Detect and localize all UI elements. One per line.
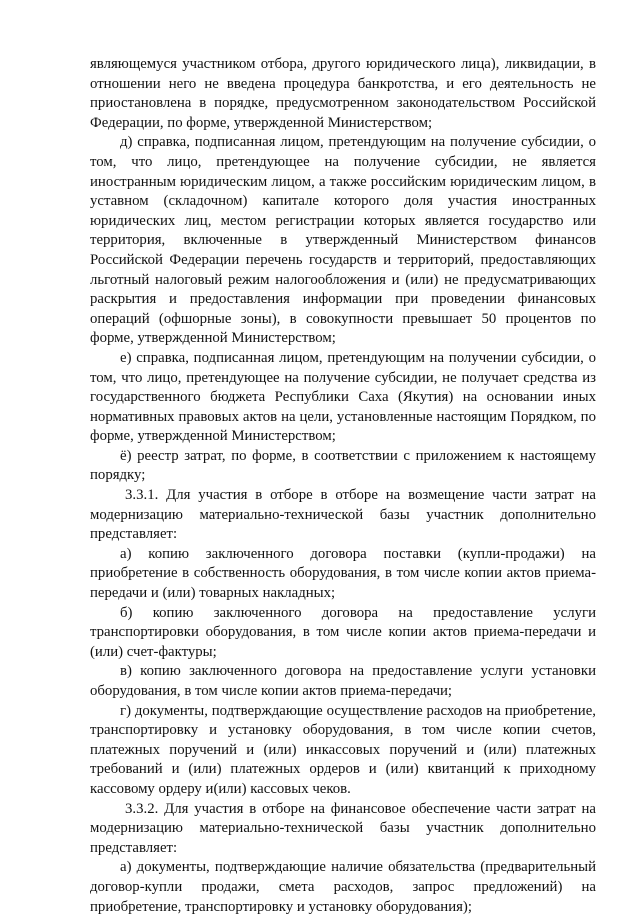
paragraph-3-3-1-item-a: а) копию заключенного договора поставки (купли-продажи) на приобретение в собственность оборудования, в том числе копии актов приема-передачи и (или) товарных накладных; [90,545,596,602]
paragraph-continuation: являющемуся участником отбора, другого юридического лица), ликвидации, в отношении него не введена процедура банкротства, и его деятельность не приостановлена в порядке, предусмотренном законодательством Российской Федерации, по форме, утвержденной Министерством; [90,56,596,131]
paragraph-3-3-1-item-b: б) копию заключенного договора на предоставление услуги транспортировки оборудования, в том числе копии актов приема-передачи и (или) счет-фактуры; [90,604,596,660]
paragraph-item-e: е) справка, подписанная лицом, претендующим на получении субсидии, о том, что лицо, претендующее на получение субсидии, не получает средства из государственного бюджета Республики Саха (Якутия) на основании иных нормативных правовых актов на цели, установленные настоящим Порядком, по форме, утвержденной Министерством; [90,349,596,445]
paragraph-item-d: д) справка, подписанная лицом, претендующим на получение субсидии, о том, что лицо, претендующее на получение субсидии, не является иностранным юридическим лицом, а также российским юридическим лицом, в уставном (складочном) капитале которого доля участия иностранных юридических лиц, местом регистрации которых является государство или территория, включенные в утвержденный Министерством финансов Российской Федерации перечень государств и территорий, предоставляющих льготный налоговый режим налогообложения и (или) не предусматривающих раскрытия и предоставления информации при проведении финансовых операций (офшорные зоны), в совокупности превышает 50 процентов по форме, утвержденной Министерством; [90,134,596,347]
paragraph-item-yo: ё) реестр затрат, по форме, в соответствии с приложением к настоящему порядку; [90,447,596,484]
paragraph-3-3-2-item-a: а) документы, подтверждающие наличие обязательства (предварительный договор-купли продажи, смета расходов, запрос предложений) на приобретение, транспортировку и установку оборудования); [90,859,596,915]
paragraph-3-3-1-item-g: г) документы, подтверждающие осуществление расходов на приобретение, транспортировку и установку оборудования, в том числе копии счетов, платежных поручений и (или) инкассовых поручений и (или) платежных требований и (или) платежных ордеров и (или) квитанций к приходному кассовому ордеру и(или) кассовых чеков. [90,702,596,797]
paragraph-3-3-1-item-v: в) копию заключенного договора на предоставление услуги установки оборудования, в том числе копии актов приема-передачи; [90,663,596,699]
paragraph-clause-3-3-2: 3.3.2. Для участия в отборе на финансовое обеспечение части затрат на модернизацию материально-технической базы участник дополнительно представляет: [90,800,596,856]
document-page [90,55,596,917]
paragraph-clause-3-3-1: 3.3.1. Для участия в отборе в отборе на возмещение части затрат на модернизацию материально-технической базы участник дополнительно представляет: [90,487,596,543]
